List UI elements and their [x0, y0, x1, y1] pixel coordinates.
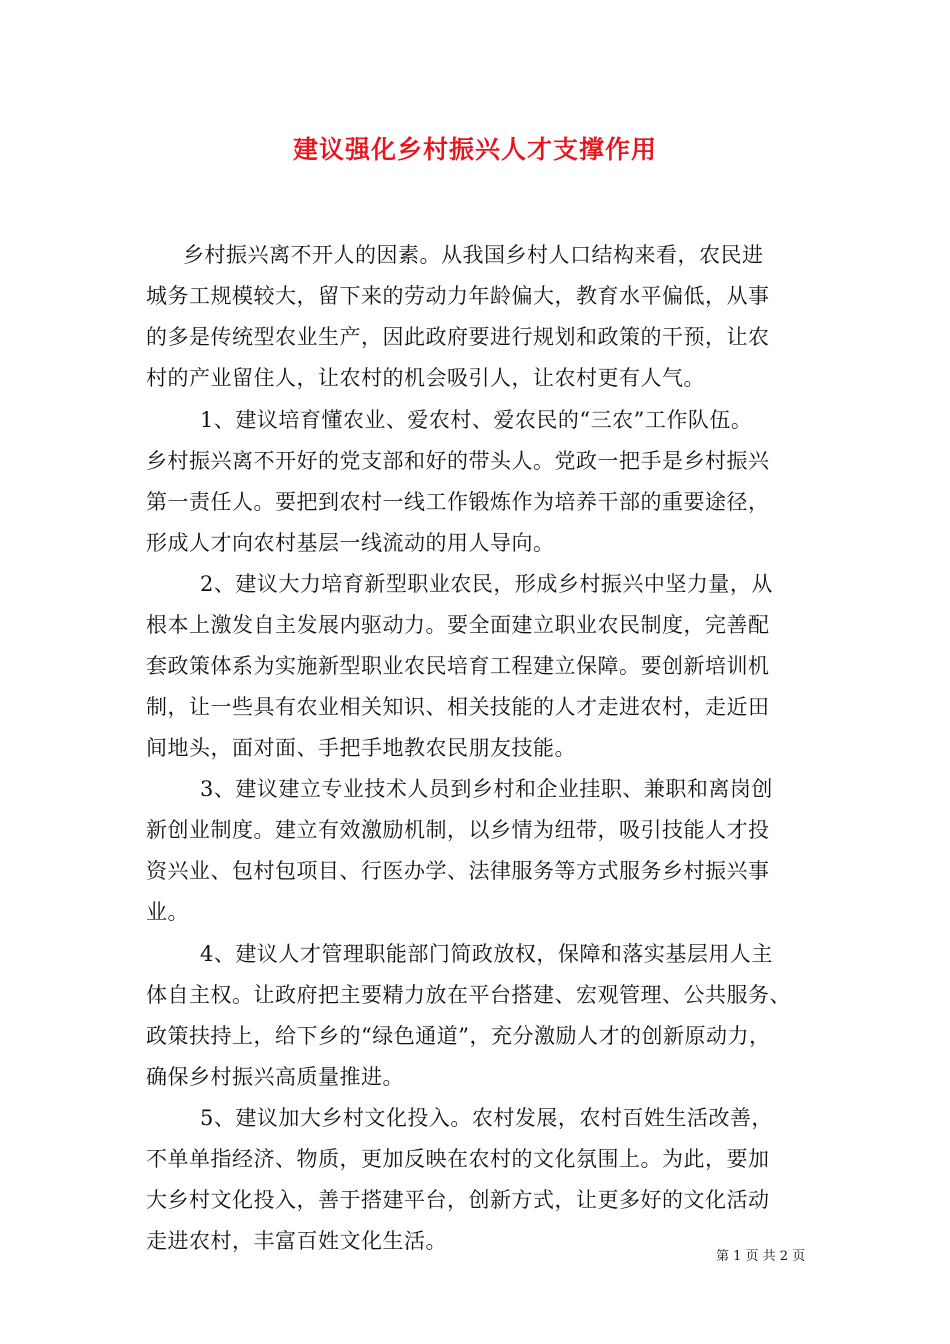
paragraph-line: 大乡村文化投入，善于搭建平台，创新方式，让更多好的文化活动: [146, 1188, 770, 1212]
paragraph-line: 不单单指经济、物质，更加反映在农村的文化氛围上。为此，要加: [146, 1147, 770, 1171]
paragraph-line: 走进农村，丰富百姓文化生活。: [146, 1229, 447, 1253]
page-number-footer: 第 1 页 共 2 页: [716, 1249, 806, 1264]
paragraph-line: 新创业制度。建立有效激励机制，以乡情为纽带，吸引技能人才投: [146, 818, 770, 842]
paragraph-line: 1、建议培育懂农业、爱农村、爱农民的“三农”工作队伍。: [200, 408, 753, 432]
paragraph-line: 资兴业、包村包项目、行医办学、法律服务等方式服务乡村振兴事: [146, 859, 770, 883]
paragraph-line: 村的产业留住人，让农村的机会吸引人，让农村更有人气。: [146, 366, 705, 390]
paragraph-line: 体自主权。让政府把主要精力放在平台搭建、宏观管理、公共服务、: [146, 983, 791, 1007]
paragraph-line: 制，让一些具有农业相关知识、相关技能的人才走进农村，走近田: [146, 695, 770, 719]
paragraph-line: 4、建议人才管理职能部门简政放权，保障和落实基层用人主: [200, 942, 773, 966]
paragraph-line: 政策扶持上，给下乡的“绿色通道”，充分激励人才的创新原动力，: [146, 1024, 771, 1048]
paragraph-line: 根本上激发自主发展内驱动力。要全面建立职业农民制度，完善配: [146, 613, 770, 637]
paragraph-line: 确保乡村振兴高质量推进。: [146, 1065, 404, 1089]
paragraph-line: 5、建议加大乡村文化投入。农村发展，农村百姓生活改善，: [200, 1106, 773, 1130]
paragraph-line: 的多是传统型农业生产，因此政府要进行规划和政策的干预，让农: [146, 325, 770, 349]
paragraph-line: 乡村振兴离不开人的因素。从我国乡村人口结构来看，农民进: [183, 243, 764, 267]
paragraph-line: 3、建议建立专业技术人员到乡村和企业挂职、兼职和离岗创: [200, 777, 773, 801]
page-title: 建议强化乡村振兴人才支撑作用: [292, 135, 657, 164]
paragraph-line: 2、建议大力培育新型职业农民，形成乡村振兴中坚力量，从: [200, 572, 773, 596]
paragraph-line: 间地头，面对面、手把手地教农民朋友技能。: [146, 736, 576, 760]
paragraph-line: 乡村振兴离不开好的党支部和好的带头人。党政一把手是乡村振兴: [146, 449, 770, 473]
paragraph-line: 业。: [146, 900, 189, 924]
paragraph-line: 套政策体系为实施新型职业农民培育工程建立保障。要创新培训机: [146, 654, 770, 678]
paragraph-line: 第一责任人。要把到农村一线工作锻炼作为培养干部的重要途径，: [146, 490, 770, 514]
paragraph-line: 形成人才向农村基层一线流动的用人导向。: [146, 531, 555, 555]
paragraph-line: 城务工规模较大，留下来的劳动力年龄偏大，教育水平偏低，从事: [146, 284, 770, 308]
